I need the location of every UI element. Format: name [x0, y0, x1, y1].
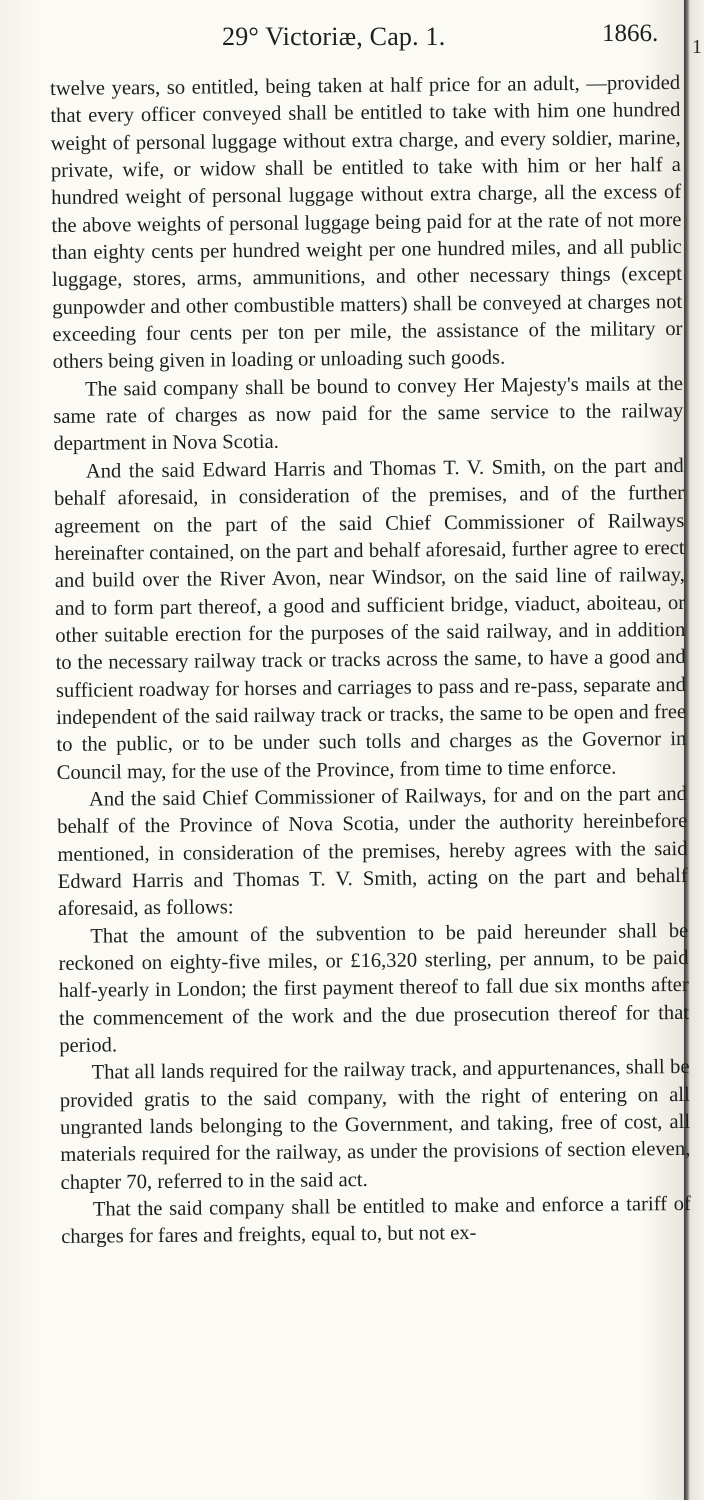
page-year: 1866. [602, 20, 659, 47]
body-text [50, 70, 691, 1252]
paragraph-commissioner-agrees: And the said Chief Commissioner of Railways, for and on the part and behalf of the Province of Nova Scotia, under the authority hereinbefore mentioned, in consideration of the premises, hereby agrees with the said Edward Harris and Thomas T. V. Smith, acting on the part and behalf aforesaid, as follows: [57, 782, 688, 921]
paragraph-subvention: That the amount of the subvention to be paid hereunder shall be reckoned on eighty-five miles, or £16,320 sterling, per annum, to be paid half-yearly in London; the first payment thereof to fall due six months after the commencement of the work and the due prosecution thereof for that period. [58, 919, 690, 1057]
paragraph-lands: That all lands required for the railway track, and appurtenances, shall be provided gratis to the said company, with the right of entering on all ungranted lands belonging to the Government, and taking, free of cost, all materials required for the railway, as under the provisions of section eleven, chapter 70, referred to in the said act. [59, 1056, 691, 1194]
page-gutter [684, 0, 704, 1500]
paragraph-mails: The said company shall be bound to convey Her Majesty's mails at the same rate of charges as now paid for the same service to the railway department in Nova Scotia. [53, 372, 684, 456]
running-title: 29° Victoriæ, Cap. 1. [222, 22, 446, 51]
paragraph-avon-bridge: And the said Edward Harris and Thomas T. V. Smith, on the part and behalf aforesaid, in consideration of the premises, and of the further agreement on the part of the said Chief Commissioner of Railways hereinafter contained, on the part and behalf aforesaid, further agree to erect and build over the River Avon, near Windsor, on the said line of railway, and to form part thereof, a good and sufficient bridge, viaduct, aboiteau, or other suitable erection for the purposes of the said railway, and in addition to the necessary railway track or tracks across the same, to have a good and sufficient roadway for horses and carriages to pass and re-pass, separate and independent of the said railway track or tracks, the same to be open and free to the public, or to be under such tolls and charges as the Governor in Council may, for the use of the Province, from time to time enforce. [53, 454, 687, 784]
adjacent-page-fragment: 1 [692, 36, 702, 58]
page-header [0, 18, 684, 58]
paragraph-luggage-rates: twelve years, so entitled, being taken at half price for an adult, —provided that every officer conveyed shall be entitled to take with him one hundred weight of personal luggage without extra charge, and every soldier, marine, private, wife, or widow shall be entitled to take with him or her half a hundred weight of personal luggage without extra charge, all the excess of the above weights of personal luggage being paid for at the rate of not more than eighty cents per hundred weight per one hundred miles, and all public luggage, stores, arms, ammunitions, and other necessary things (except gunpowder and other combustible matters) shall be conveyed at charges not exceeding four cents per ton per mile, the assistance of the military or others being given in loading or unloading such goods. [50, 71, 683, 374]
paragraph-tariff: That the said company shall be entitled to make and enforce a tariff of charges for fares and freights, equal to, but not ex- [61, 1192, 691, 1249]
